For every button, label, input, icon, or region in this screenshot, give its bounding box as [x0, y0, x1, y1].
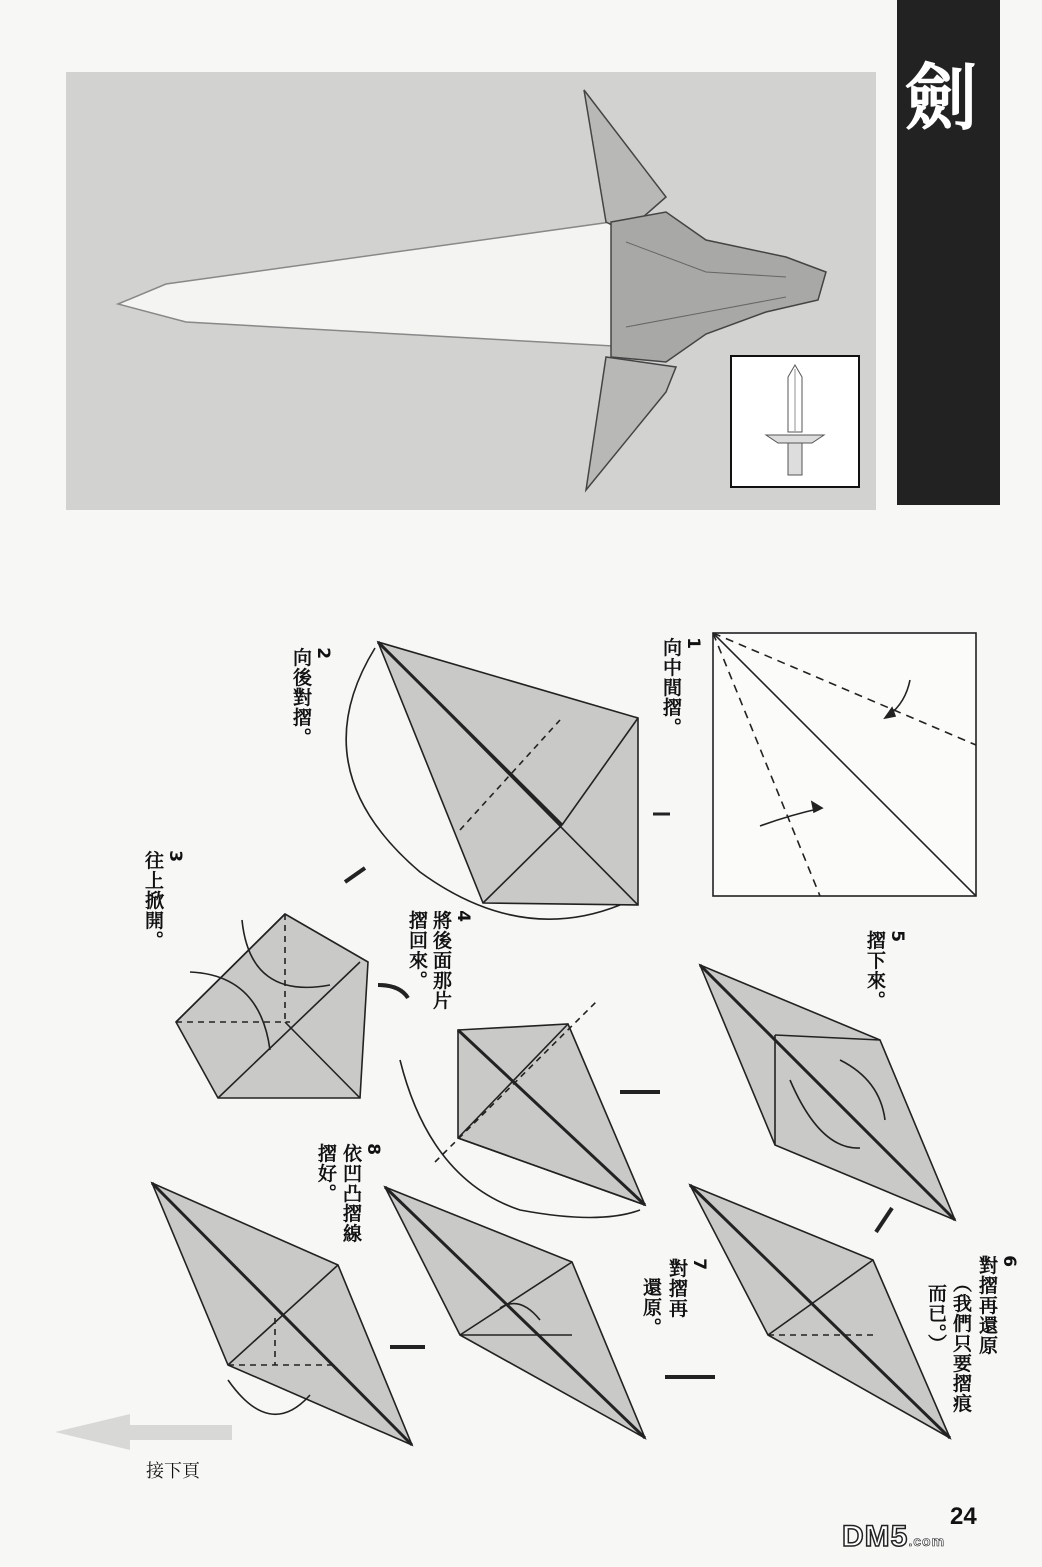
step-4-caption-first: 4 將後面那片	[430, 910, 473, 1011]
step1-diagram	[713, 633, 976, 896]
step2-diagram	[346, 642, 638, 919]
step-6-caption: 6 對摺再還原	[976, 1255, 1019, 1356]
step-6-note-end: 而已。）	[925, 1283, 947, 1354]
step7-diagram	[385, 1187, 645, 1438]
step-3-caption: 3 往上掀開。	[142, 850, 185, 951]
step-8-caption-end: 摺好。	[315, 1143, 337, 1204]
next-page-label[interactable]: 接下頁	[146, 1461, 200, 1482]
step4-diagram	[400, 1002, 645, 1218]
page-number: 24	[950, 1503, 977, 1530]
step-7-caption: 7 對摺再	[666, 1258, 709, 1319]
watermark: DM5.com	[842, 1520, 946, 1553]
next-page-arrow	[55, 1414, 232, 1450]
page-title: 劍	[905, 55, 978, 140]
step-2-caption: 2 向後對摺。	[290, 647, 333, 748]
step-8-caption: 8 依凹凸摺線	[340, 1143, 383, 1244]
step-7-caption-end: 還原。	[640, 1277, 662, 1338]
step-4-caption: 摺回來。	[406, 910, 428, 991]
step-6-note: （我們只要摺痕	[950, 1273, 972, 1414]
step-1-caption: 1 向中間摺。	[660, 637, 703, 738]
step-5-caption: 5 摺下來。	[864, 930, 907, 1011]
